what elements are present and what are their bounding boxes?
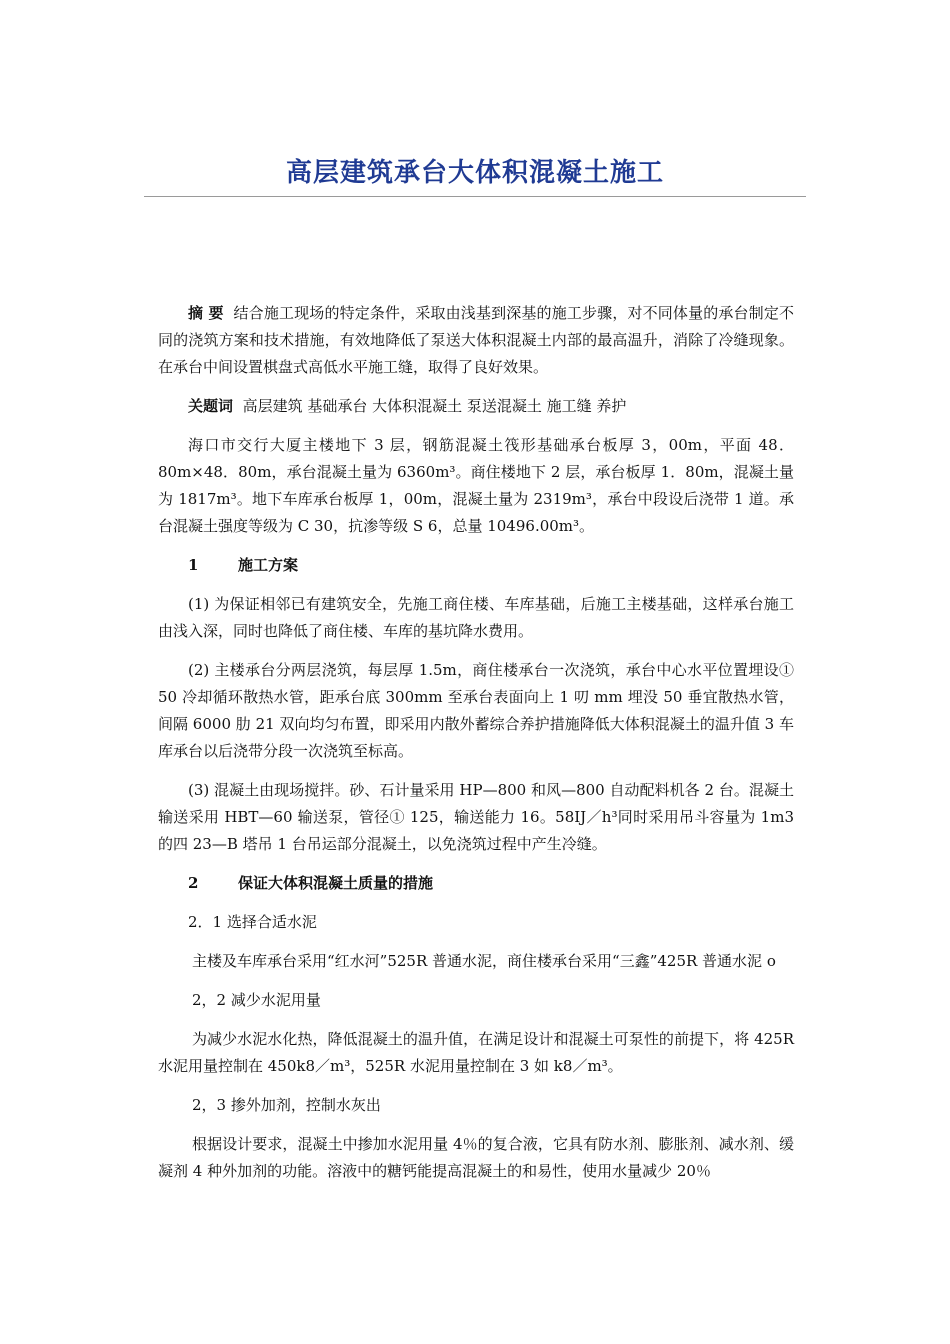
intro-paragraph: 海口市交行大厦主楼地下 3 层，钢筋混凝土筏形基础承台板厚 3，00m，平面 48．80m×48．80m，承台混凝土量为 6360m³。商住楼地下 2 层，承台板厚 1．80m，混凝土量为 1817m³。地下车库承台板厚 1，00m，混凝土量为 2319m³，承台中段设后浇带 1 道。承台混凝土强度等级为 C 30，抗渗等级 S 6，总量 10496.00m³。	[158, 436, 794, 535]
plan-item-3: (3) 混凝土由现场搅拌。砂、石计量采用 HP—800 和风—800 自动配料机各 2 台。混凝土输送采用 HBT—60 输送泵，管径① 125，输送能力 16。58IJ／h³同时采用吊斗容量为 1m3 的四 23—B 塔吊 1 台吊运部分混凝土，以免浇筑过程中产生冷缝。	[158, 781, 794, 853]
keywords-label: 关题词	[188, 397, 234, 415]
subsection-text-2-3: 根据设计要求，混凝土中掺加水泥用量 4％的复合液，它具有防水剂、膨胀剂、减水剂、缓凝剂 4 种外加剂的功能。溶液中的糖钙能提高混凝土的和易性，使用水量减少 20％	[158, 1135, 794, 1180]
subsection-heading-2-3: 2，3 掺外加剂，控制水灰出	[192, 1096, 381, 1114]
title-divider	[144, 196, 806, 197]
subsection-heading-2-2: 2，2 减少水泥用量	[192, 991, 321, 1009]
plan-item-1: (1) 为保证相邻已有建筑安全，先施工商住楼、车库基础，后施工主楼基础，这样承台施工由浅入深，同时也降低了商住楼、车库的基坑降水费用。	[158, 595, 794, 640]
subsection-heading-2-1: 2．1 选择合适水泥	[188, 913, 317, 931]
subsection-text-2-2: 为减少水泥水化热，降低混凝土的温升值，在满足设计和混凝土可泵性的前提下，将 425R 水泥用量控制在 450k8／m³，525R 水泥用量控制在 3 如 k8／m³。	[158, 1030, 794, 1075]
section-title: 保证大体积混凝土质量的措施	[238, 874, 434, 892]
subsection-text-2-1: 主楼及车库承台采用“红水河”525R 普通水泥，商住楼承台采用“三鑫”425R 普通水泥 o	[192, 952, 776, 970]
abstract-label: 摘 要	[188, 304, 224, 322]
abstract-paragraph	[158, 300, 794, 381]
section-heading-2	[158, 870, 794, 897]
section-title: 施工方案	[238, 556, 299, 574]
document-title: 高层建筑承台大体积混凝土施工	[285, 158, 664, 188]
abstract-text: 结合施工现场的特定条件，采取由浅基到深基的施工步骤，对不同体量的承台制定不同的浇筑方案和技术措施，有效地降低了泵送大体积混凝土内部的最高温升，消除了冷缝现象。在承台中间设置棋盘式高低水平施工缝，取得了良好效果。	[158, 304, 794, 376]
plan-item-2: (2) 主楼承台分两层浇筑，每层厚 1.5m，商住楼承台一次浇筑，承台中心水平位置埋设① 50 冷却循环散热水管，距承台底 300mm 至承台表面向上 1 叨 mm 埋没 50 垂宜散热水管，间隔 6000 肋 21 双向均匀布置，即采用内散外蓄综合养护措施降低大体积混凝土的温升值 3 车库承台以后浇带分段一次浇筑至标高。	[158, 661, 794, 760]
section-number: 1	[188, 556, 199, 574]
section-number: 2	[188, 874, 199, 892]
section-heading-1	[158, 552, 794, 579]
keywords-text: 高层建筑 基础承台 大体积混凝土 泵送混凝土 施工缝 养护	[242, 397, 627, 415]
document-body	[158, 300, 794, 1197]
keywords-paragraph	[158, 393, 794, 420]
